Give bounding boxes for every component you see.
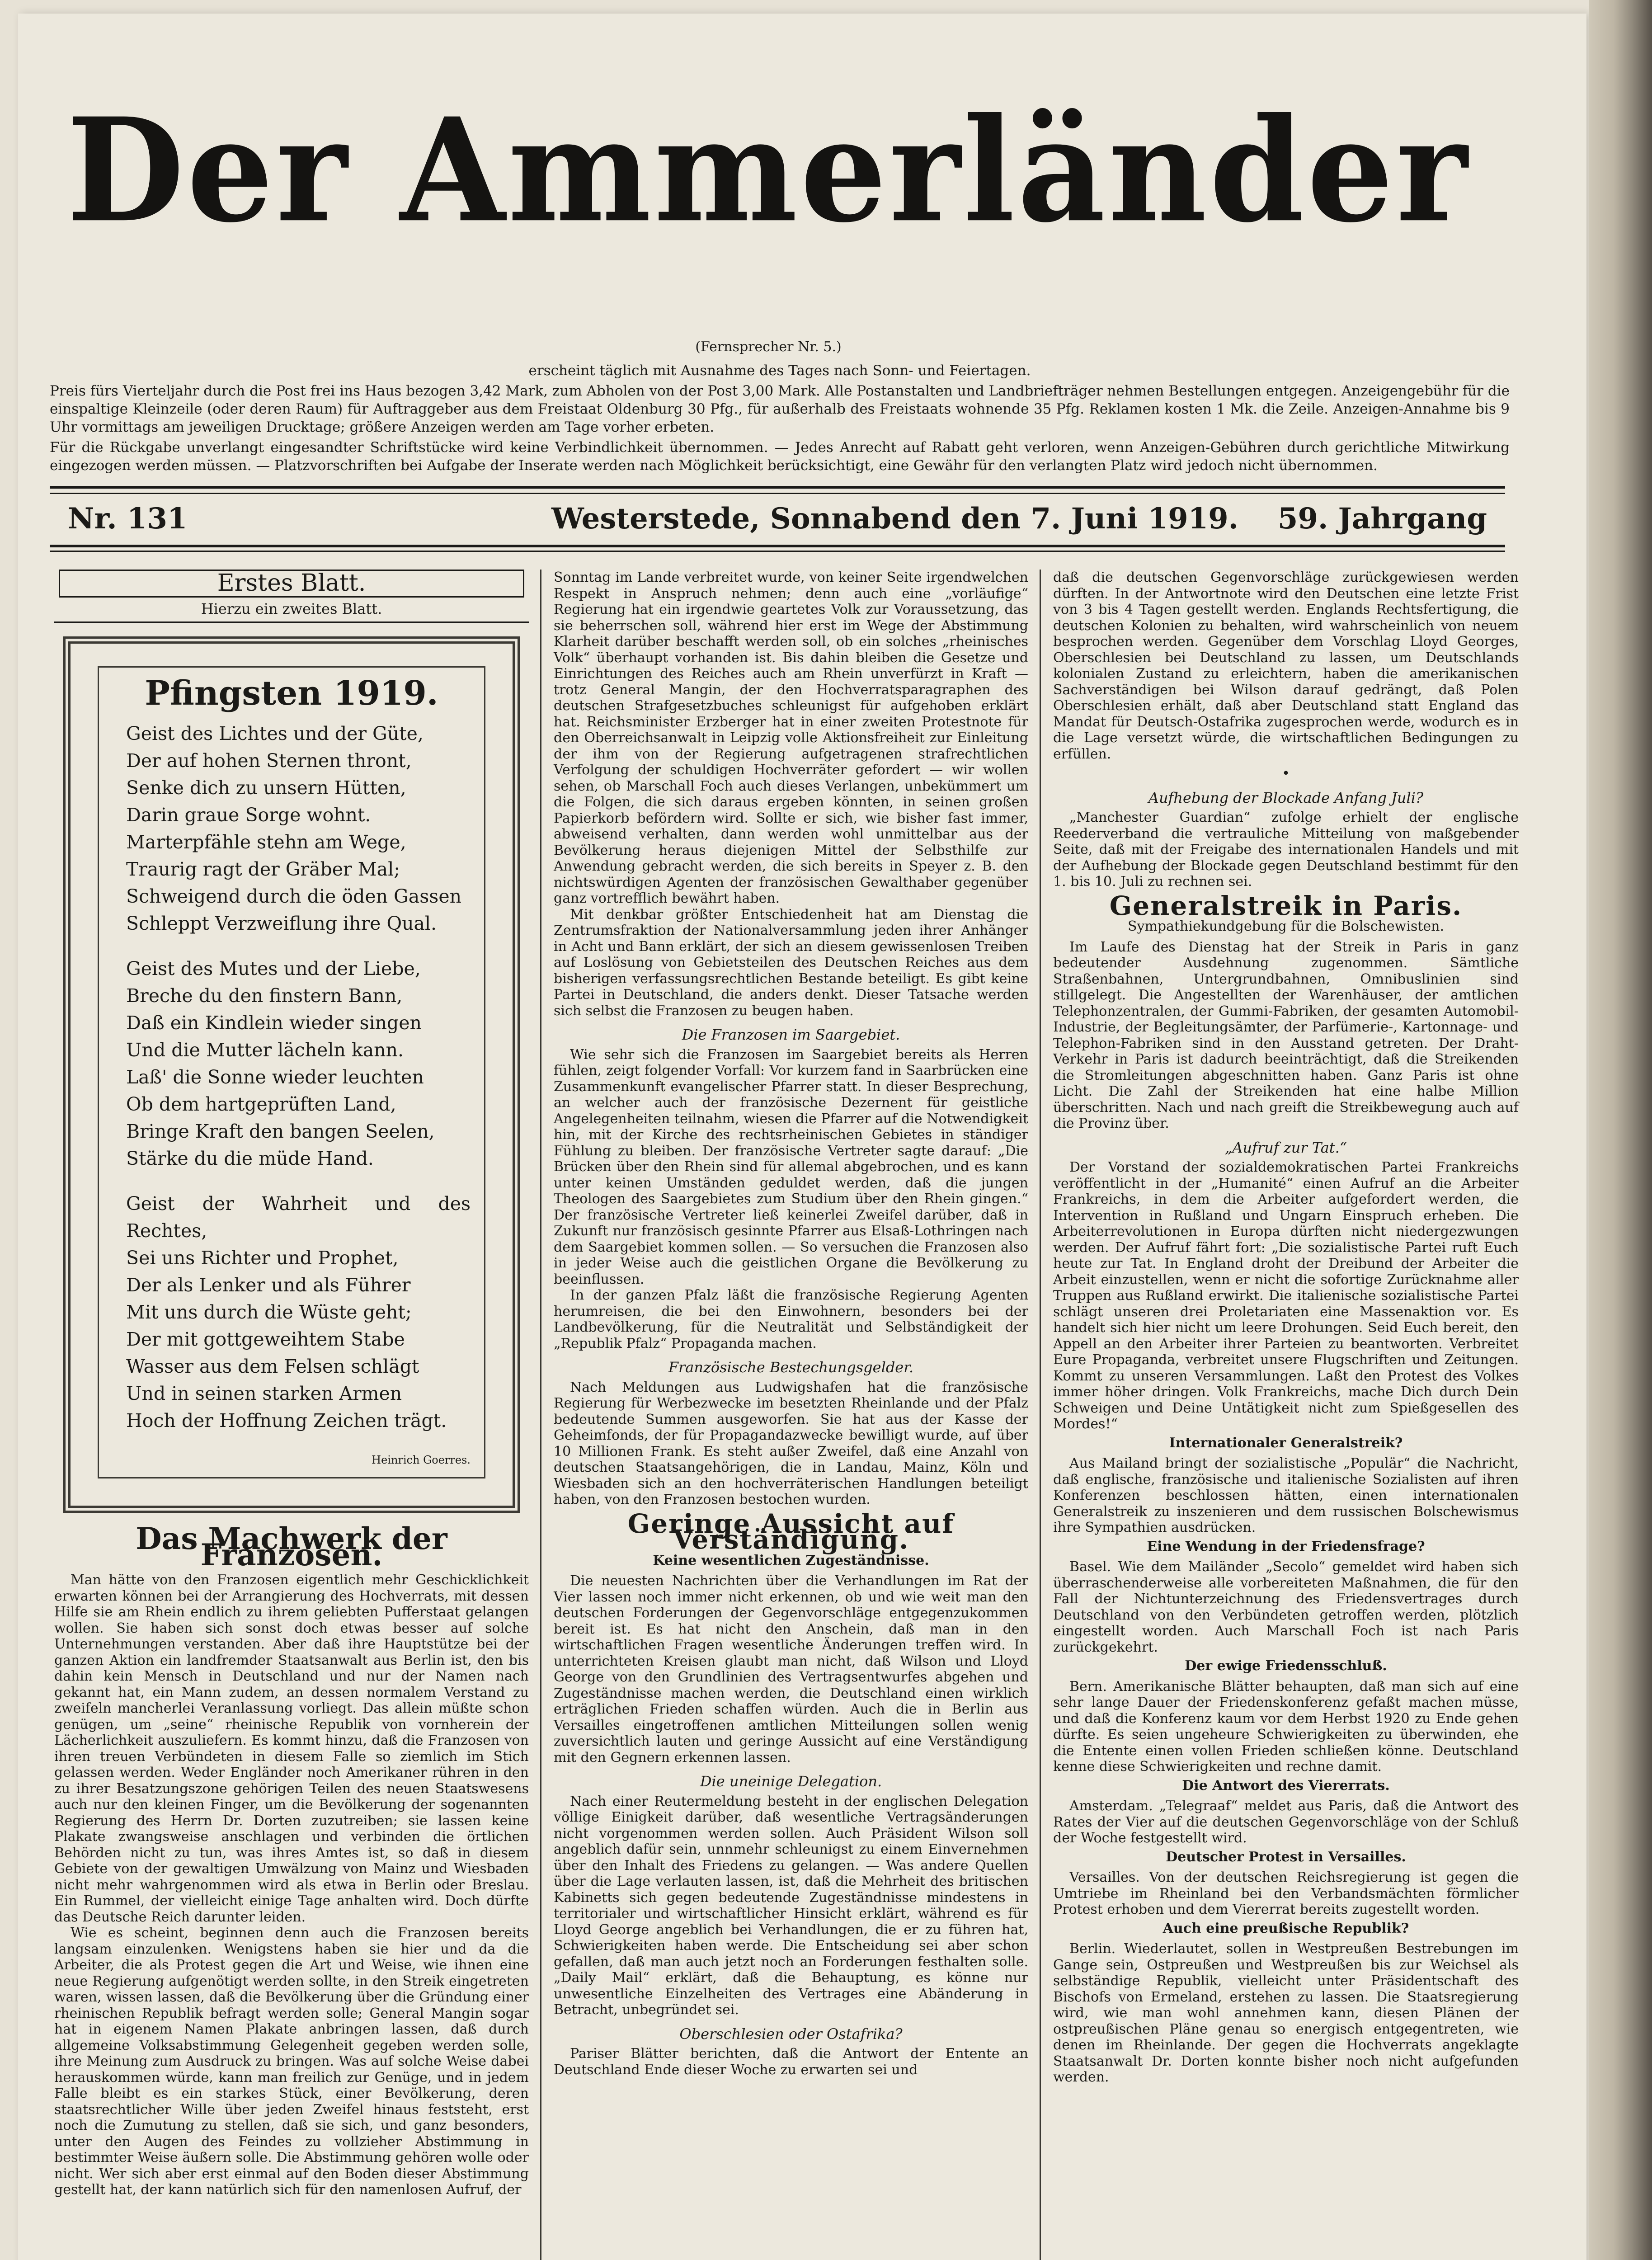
headline-generalstreik: Generalstreik in Paris.: [1109, 890, 1463, 921]
column-2: [554, 570, 1028, 2078]
poem-stanza-2: [113, 955, 471, 1172]
article-paragraph: Die neuesten Nachrichten über die Verhandlungen im Rat der Vier lassen noch immer nicht erkennen, ob und wie weit man den deutschen Forderungen der Gegenvorschläge entgegenzukommen bereit ist. Es hat nicht den Anschein, daß man in den wirtschaftlichen Fragen wesentliche Änderungen treffen wird. In unterrichteten Kreisen glaubt man nicht, daß Wilson und Lloyd George von den Grundlinien des Vertragsentwurfes abgehen und Zugeständnisse machen werden, die Deutschland einen wirklich erträglichen Frieden schaffen würden. Auch die in Berlin aus Versailles eingetroffenen amtlichen Mitteilungen sollen wenig zuversichtlich lauten und geringe Aussicht auf eine Verständigung mit den Gegnern erkennen lassen.: [554, 1573, 1028, 1766]
article-paragraph: Amsterdam. „Telegraaf“ meldet aus Paris, daß die Antwort des Rates der Vier auf die deutschen Gegenvorschläge von der Schluß der Woche festgestellt wird.: [1053, 1798, 1519, 1846]
poem-line: Breche du den finstern Bann,: [126, 984, 403, 1007]
poem-line: Und die Mutter lächeln kann.: [126, 1039, 404, 1061]
poem-line: Mit uns durch die Wüste geht;: [126, 1301, 412, 1323]
poem-frame: [63, 636, 520, 1513]
article-paragraph: Pariser Blätter berichten, daß die Antwort der Entente an Deutschland Ende dieser Woche zu erwarten sei und: [554, 2046, 1028, 2078]
column-3: [1053, 570, 1519, 2086]
subheading-wendung: Eine Wendung in der Friedensfrage?: [1147, 1538, 1425, 1554]
poem-line: Laß' die Sonne wieder leuchten: [126, 1066, 424, 1088]
poem-line: Ob dem hartgeprüften Land,: [126, 1093, 396, 1115]
poem-line: Marterpfähle stehn am Wege,: [126, 831, 406, 853]
article-paragraph: Versailles. Von der deutschen Reichsregierung ist gegen die Umtriebe im Rheinland bei den Verbandsmächten förmlicher Protest erhoben und dem Viererrat bereits zugestellt worden.: [1053, 1869, 1519, 1917]
subheading-blockade: Aufhebung der Blockade Anfang Juli?: [1148, 789, 1424, 806]
subheading-bestechungsgelder: Französische Bestechungsgelder.: [668, 1359, 914, 1376]
poem-line: Bringe Kraft den bangen Seelen,: [126, 1120, 435, 1142]
poem-line: Stärke du die müde Hand.: [126, 1147, 374, 1169]
poem-line: Wasser aus dem Felsen schlägt: [126, 1355, 419, 1377]
poem-stanza-1: [113, 720, 471, 937]
poem-line: Geist des Mutes und der Liebe,: [126, 957, 421, 979]
masthead-title: Der Ammerländer: [66, 86, 1470, 254]
headline-verstaendigung: Geringe Aussicht auf Verständigung.: [627, 1508, 955, 1555]
poem-title: Pfingsten 1919.: [145, 674, 438, 713]
poem-line: Der mit gottgeweihtem Stabe: [126, 1328, 405, 1350]
poem-line: Schweigend durch die öden Gassen: [126, 885, 462, 907]
masthead-line1: erscheint täglich mit Ausnahme des Tages nach Sonn- und Feiertagen.: [528, 363, 1031, 379]
top-rule-thin: [50, 493, 1505, 494]
subheading-oberschlesien: Oberschlesien oder Ostafrika?: [679, 2025, 903, 2043]
book-spine-edge: [1589, 0, 1652, 2260]
column-divider-2: [1040, 570, 1041, 2260]
poem-line: Der als Lenker und als Führer: [126, 1274, 411, 1296]
poem-line: Geist der Wahrheit und des Rechtes,: [126, 1192, 471, 1242]
article-paragraph: „Manchester Guardian“ zufolge erhielt der englische Reederverband die vertrauliche Mitteilung von maßgebender Seite, daß mit der Freigabe des internationalen Handels und mit der Aufhebung der Blockade gegen Deutschland bestimmt für den 1. bis 10. Juli zu rechnen sei.: [1053, 810, 1519, 890]
poem-line: Darin graue Sorge wohnt.: [126, 804, 371, 826]
article-paragraph: Nach Meldungen aus Ludwigshafen hat die französische Regierung für Werbezwecke im besetzten Rheinlande und der Pfalz bedeutende Summen ausgeworfen. Sie hat aus der Kasse der Geheimfonds, der für Propagandazwecke bewilligt wurde, auf über 10 Millionen Frank. Es steht außer Zweifel, daß eine Anzahl von deutschen Staatsangehörigen, die in Landau, Mainz, Köln und Wiesbaden sich an den hochverräterischen Handlungen beteiligt haben, von den Franzosen bestochen wurden.: [554, 1379, 1028, 1507]
poem-stanza-3: [113, 1190, 471, 1434]
headline-machwerk: Das Machwerk der Franzosen.: [136, 1521, 447, 1573]
article-paragraph: Im Laufe des Dienstag hat der Streik in Paris in ganz bedeutender Ausdehnung zugenommen. Sämtliche Straßenbahnen, Untergrundbahnen, Omnibuslinien sind stillgelegt. Die Angestellten der Warenhäuser, der amtlichen Telephonzentralen, der Gummi-Fabriken, der gesamten Automobil-Industrie, der Begleitungsämter, der Parfümerie-, Kartonnage- und Telephon-Fabriken sind in den Ausstand getreten. Der Draht-Verkehr in Paris ist dadurch beeinträchtigt, daß die Streikenden die Stromleitungen abgeschnitten haben. Ganz Paris ist ohne Licht. Die Zahl der Streikenden hat eine halbe Million überschritten. Nach und nach greift die Streikbewegung auch auf die Provinz über.: [1053, 939, 1519, 1131]
top-rule: [50, 486, 1505, 489]
poem-line: Traurig ragt der Gräber Mal;: [126, 858, 400, 880]
article-paragraph: Aus Mailand bringt der sozialistische „Populär“ die Nachricht, daß englische, französische und italienische Sozialisten auf ihren Konferenzen beschlossen hätten, einen internationalen Generalstreik zu inszenieren und dem russischen Bolschewismus ihre Sympathien ausdrücken.: [1053, 1455, 1519, 1535]
masthead-line2: Preis fürs Vierteljahr durch die Post frei ins Haus bezogen 3,42 Mark, zum Abholen von der Post 3,00 Mark. Alle Postanstalten und Landbriefträger nehmen Bestellungen entgegen. Anzeigengebühr für die einspaltige Kleinzeile (oder deren Raum) für Auftraggeber aus dem Freistaat Oldenburg 30 Pfg., für außerhalb des Freistaats wohnende 35 Pfg. Reklamen kosten 1 Mk. die Zeile. Anzeigen-Annahme bis 9 Uhr vormittags am jeweiligen Drucktage; größere Anzeigen werden am Tage vorher erbeten.: [50, 383, 1510, 435]
newspaper-page: [18, 14, 1586, 2260]
article-paragraph: Berlin. Wiederlautet, sollen in Westpreußen Bestrebungen im Gange sein, Ostpreußen und Westpreußen bis zur Weichsel als selbständige Republik, vielleicht unter Präsidentschaft des Bischofs von Ermeland, erstehen zu lassen. Die Staatsregierung wird, wie man wohl annehmen kann, diesen Plänen der ostpreußischen Pläne genau so energisch entgegentreten, wie denen im Rheinlande. Der gegen die Hochverrats angeklagte Staatsanwalt Dr. Dorten konnte bisher noch nicht aufgefunden werden.: [1053, 1941, 1519, 2085]
subheading-sympathie: Sympathiekundgebung für die Bolschewisten.: [1127, 918, 1445, 934]
article-paragraph: In der ganzen Pfalz läßt die französische Regierung Agenten herumreisen, die bei den Einwohnern, besonders bei der Landbevölkerung, für die Neutralität und Selbständigkeit der „Republik Pfalz“ Propaganda machen.: [554, 1287, 1028, 1351]
masthead-line3: Für die Rückgabe unverlangt eingesandter Schriftstücke wird keine Verbindlichkeit übernommen. — Jedes Anrecht auf Rabatt geht verloren, wenn Anzeigen-Gebühren durch gerichtliche Mitwirkung eingezogen werden müssen. — Platzvorschriften bei Aufgabe der Inserate werden nach Möglichkeit berücksichtigt, eine Gewähr für den verlangten Platz wird jedoch nicht übernommen.: [50, 439, 1510, 474]
poem-line: Geist des Lichtes und der Güte,: [126, 722, 424, 744]
bullet-separator: •: [1282, 766, 1290, 782]
poem-line: Sei uns Richter und Prophet,: [126, 1247, 399, 1269]
poem-line: Und in seinen starken Armen: [126, 1382, 402, 1404]
article-paragraph: Man hätte von den Franzosen eigentlich mehr Geschicklichkeit erwarten können bei der Arrangierung des Hochverrats, mit dessen Hilfe sie am Rhein endlich zu ihrem geliebten Pufferstaat gelangen wollen. Sie haben sich sonst doch etwas besser auf solche Unternehmungen verstanden. Aber daß ihre Hauptstütze bei der ganzen Aktion ein landfremder Staatsanwalt aus Berlin ist, den bis dahin kein Mensch in Deutschland und nur der Namen nach gekannt hat, ein Mann zudem, an dessen normalem Verstand zu zweifeln mancherlei Veranlassung vorliegt. Das allein müßte schon genügen, um „seine“ rheinische Republik von vornherein der Lächerlichkeit auszuliefern. Es kommt hinzu, daß die Franzosen von ihren treuen Verbündeten in diesem Falle so ziemlich im Stich gelassen werden. Weder Engländer noch Amerikaner rühren in den zu ihrer Besatzungszone gehörigen Teilen des neuen Staatswesens auch nur den kleinen Finger, um die Bevölkerung der sogenannten Regierung des Herrn Dr. Dorten zuzutreiben; sie lassen keine Plakate zwangsweise anschlagen und verbinden die örtlichen Behörden nicht zu tun, was ihres Amtes ist, so daß in diesem Gebiete von der gewaltigen Umwälzung von Mainz und Wiesbaden nicht mehr wahrgenommen wird als etwa in Berlin oder Breslau. Ein Rummel, der vielleicht einige Tage anhalten wird. Doch dürfte das Deutsche Reich darunter leiden.: [54, 1572, 529, 1925]
masthead-phone: (Fernsprecher Nr. 5.): [695, 339, 842, 355]
article-paragraph: Sonntag im Lande verbreitet wurde, von keiner Seite irgendwelchen Respekt in Anspruch nehmen; denn auch eine „vorläufige“ Regierung hat ein irgendwie geartetes Volk zur Voraussetzung, das sie beherrschen soll, während hier erst im Wege der Abstimmung Klarheit darüber beschafft werden soll, ob ein solches „rheinisches Volk“ überhaupt vorhanden ist. Bis dahin bleiben die Gesetze und Einrichtungen des Reiches auch am Rhein unverfürzt in Kraft — trotz General Mangin, der den Hochverratsparagraphen des deutschen Strafgesetzbuches schleunigst für aufgehoben erklärt hat. Reichsminister Erzberger hat in einer zweiten Protestnote für den Oberreichsanwalt in Leipzig volle Aktionsfreiheit zur Einleitung der ihm von der Regierung aufgetragenen strafrechtlichen Verfolgung der schuldigen Hochverräter gefordert — wir wollen sehen, ob Marschall Foch auch dieses Verlangen, unbekümmert um die Folgen, die sich daraus ergeben könnten, in seinen großen Papierkorb befördern wird. Sollte er sich, wie bisher fast immer, abweisend verhalten, dann werden wohl unmittelbar aus der Bevölkerung heraus diejenigen Mittel der Selbsthilfe zur Anwendung gebracht werden, die sich bereits in Speyer z. B. den nichtswürdigen Agenten der französischen Gewalthaber gegenüber ganz vortrefflich bewährt haben.: [554, 570, 1028, 906]
dateline: [50, 502, 1505, 538]
poem-line: Schleppt Verzweiflung ihre Qual.: [126, 912, 437, 934]
first-sheet-label: Erstes Blatt.: [59, 570, 524, 598]
second-sheet-note: Hierzu ein zweites Blatt.: [54, 601, 529, 623]
volume-year: 59. Jahrgang: [1277, 502, 1487, 536]
article-paragraph: daß die deutschen Gegenvorschläge zurückgewiesen werden dürften. In der Antwortnote wird den Deutschen eine letzte Frist von 3 bis 4 Tagen gestellt werden. Englands Rechtsfertigung, die deutschen Kolonien zu behalten, wird wahrscheinlich von neuem besprochen werden. Gegenüber dem Vorschlag Lloyd Georges, Oberschlesien bei Deutschland zu lassen, um Deutschlands kolonialen Zustand zu erleichtern, haben die amerikanischen Sachverständigen bei Wilson darauf gedrängt, daß Polen Oberschlesien erhält, daß aber Deutschland statt England das Mandat für Deutsch-Ostafrika zugesprochen werde, wodurch es in die Lage versetzt würde, die wirtschaftlichen Bedingungen zu erfüllen.: [1053, 570, 1519, 762]
poem-line: Hoch der Hoffnung Zeichen trägt.: [126, 1409, 447, 1431]
article-paragraph: Bern. Amerikanische Blätter behaupten, daß man sich auf eine sehr lange Dauer der Friedenskonferenz gefaßt machen müsse, und daß die Konferenz kaum vor dem Herbst 1920 zu Ende gehen dürfte. Es seien ungeheure Schwierigkeiten zu überwinden, ehe die Entente einen vollen Frieden schließen könne. Deutschland kenne diese Schwierigkeiten und rechne damit.: [1053, 1678, 1519, 1775]
article-paragraph: Der Vorstand der sozialdemokratischen Partei Frankreichs veröffentlicht in der „Humanité“ einen Aufruf an die Arbeiter Frankreichs, in dem die Arbeiter aufgefordert werden, die Intervention in Rußland und Ungarn Einspruch erheben. Die Arbeiterrevolutionen in Europa dürften nicht niedergezwungen werden. Der Aufruf fährt fort: „Die sozialistische Partei ruft Euch heute zur Tat. In England droht der Dreibund der Arbeiter die Arbeit einzustellen, wenn er nicht die sofortige Zurücknahme aller Truppen aus Rußland erwirkt. Die italienische sozialistische Partei schlägt unseren drei Proletariaten eine Massenaktion vor. Es handelt sich hier nicht um leere Drohungen. Seid Euch bereit, den Appell an den Arbeiter ihrer Parteien zu beantworten. Verbreitet Eure Propaganda, verbreitet unsere Flugschriften und Zeitungen. Kommt zu unseren Versammlungen. Laßt den Protest des Volkes immer höher dringen. Volk Frankreichs, mache Dich durch Dein Schweigen und Deine Untätigkeit nicht zum Spießgesellen des Mordes!“: [1053, 1159, 1519, 1432]
subheading-saargebiet: Die Franzosen im Saargebiet.: [682, 1026, 900, 1043]
poem-author: Heinrich Goerres.: [372, 1453, 471, 1466]
column-1: [54, 570, 529, 2198]
subheading-protest: Deutscher Protest in Versailles.: [1166, 1849, 1406, 1865]
subheading-viererrat: Die Antwort des Viererrats.: [1182, 1777, 1390, 1794]
article-paragraph: Basel. Wie dem Mailänder „Secolo“ gemeldet wird haben sich überraschenderweise alle vorbereiteten Maßnahmen, die für den Fall der Nichtunterzeichnung des Friedensvertrages durch Deutschland von den Verbündeten getroffen werden, plötzlich eingestellt worden. Auch Marschall Foch ist nach Paris zurückgekehrt.: [1053, 1559, 1519, 1655]
poem-body: [98, 666, 485, 1478]
subheading-preussische-republik: Auch eine preußische Republik?: [1163, 1920, 1409, 1936]
dateline-rule: [50, 545, 1505, 547]
poem-line: Senke dich zu unsern Hütten,: [126, 777, 406, 799]
subheading-friedensschluss: Der ewige Friedensschluß.: [1185, 1658, 1387, 1674]
subheading-international: Internationaler Generalstreik?: [1169, 1435, 1403, 1451]
dateline-rule-thin: [50, 551, 1505, 552]
article-paragraph: Nach einer Reutermeldung besteht in der englischen Delegation völlige Einigkeit darüber, daß wesentliche Vertragsänderungen nicht vorgenommen werden sollen. Auch Präsident Wilson soll angeblich dafür sein, unnmehr schleunigst zu einem Einvernehmen über den Inhalt des Friedens zu gelangen. — Was andere Quellen über die Lage verlauten lassen, ist, daß die Mehrheit des britischen Kabinetts sich gegen bedeutende Zugeständnisse mindestens in territorialer und wirtschaftlicher Hinsicht erklärt, während es für Lloyd George angeblich bei Verhandlungen, die er zu führen hat, Schwierigkeiten haben werde. Die Entscheidung sei aber schon gefallen, daß man auch jetzt noch an Forderungen festhalten solle. „Daily Mail“ erklärt, daß die Behauptung, es könne nur unwesentliche Einzelheiten des Vertrages eine Abänderung in Betracht, unbegründet sei.: [554, 1793, 1028, 2018]
article-paragraph: Wie es scheint, beginnen denn auch die Franzosen bereits langsam einzulenken. Wenigstens haben sie hier und da die Arbeiter, die als Protest gegen die Art und Weise, wie ihnen eine neue Regierung aufgenötigt werden sollte, in den Streik eingetreten waren, wissen lassen, daß die Bevölkerung über die Gründung einer rheinischen Republik befragt werden solle; General Mangin sogar hat in eigenem Namen Plakate anbringen lassen, daß durch allgemeine Volksabstimmung Gelegenheit gegeben werden solle, ihre Meinung zum Ausdruck zu bringen. Was auf solche Weise dabei herauskommen würde, kann man freilich zur Genüge, und in jedem Falle bleibt es ein starkes Stück, einer Bevölkerung, deren staatsrechtlicher Wille über jeden Zweifel hinaus feststeht, erst noch die Zumutung zu stellen, daß sie sich, und ganz besonders, unter den Augen des Feindes zu vollzieher Abstimmung in bestimmter Weise äußern solle. Die Abstimmung gehören wolle oder nicht. Wer sich aber erst einmal auf den Boden dieser Abstimmung gestellt hat, der kann natürlich sich für den namenlosen Aufruf, der: [54, 1925, 529, 2198]
column-divider-1: [540, 570, 541, 2260]
article-paragraph: Mit denkbar größter Entschiedenheit hat am Dienstag die Zentrumsfraktion der Nationalversammlung jeden ihrer Anhänger in Acht und Bann erklärt, der sich an diesem gewissenlosen Treiben auf Loslösung von Gebietsteilen des Deutschen Reiches aus dem bisherigen verfassungsrechtlichen Bestande beteiligt. Es gibt keine Partei in Deutschland, die anders denkt. Dieser Tatsache werden sich selbst die Franzosen zu beugen haben.: [554, 906, 1028, 1019]
subheading-aufruf: „Aufruf zur Tat.“: [1224, 1139, 1347, 1156]
subheading-zugestaendnisse: Keine wesentlichen Zugeständnisse.: [653, 1552, 929, 1568]
poem-line: Daß ein Kindlein wieder singen: [126, 1012, 422, 1034]
subheading-delegation: Die uneinige Delegation.: [700, 1773, 882, 1790]
place-date: Westerstede, Sonnabend den 7. Juni 1919.: [551, 502, 1238, 536]
poem-line: Der auf hohen Sternen thront,: [126, 749, 412, 772]
article-paragraph: Wie sehr sich die Franzosen im Saargebiet bereits als Herren fühlen, zeigt folgender Vorfall: Vor kurzem fand in Saarbrücken eine Zusammenkunft evangelischer Pfarrer statt. In dieser Besprechung, an welcher auch der französische Dezernent für geistliche Angelegenheiten teilnahm, wiesen die Pfarrer auf die Notwendigkeit hin, mit der Kirche des rechtsrheinischen Gebietes in ständiger Fühlung zu bleiben. Der französische Vertreter sagte darauf: „Die Brücken über den Rhein sind für allemal abgebrochen, und es kann unter keinen Umständen geduldet werden, daß die jungen Theologen des Saargebietes zum Studium über den Rhein gingen.“ Der französische Vertreter ließ keinerlei Zweifel darüber, daß in Zukunft nur französisch gesinnte Pfarrer aus Elsaß-Lothringen nach dem Saargebiet kommen sollen. — So versuchen die Franzosen also in jeder Weise auch die geistlichen Organe die Bevölkerung zu beeinflussen.: [554, 1046, 1028, 1287]
issue-number: Nr. 131: [68, 502, 188, 536]
